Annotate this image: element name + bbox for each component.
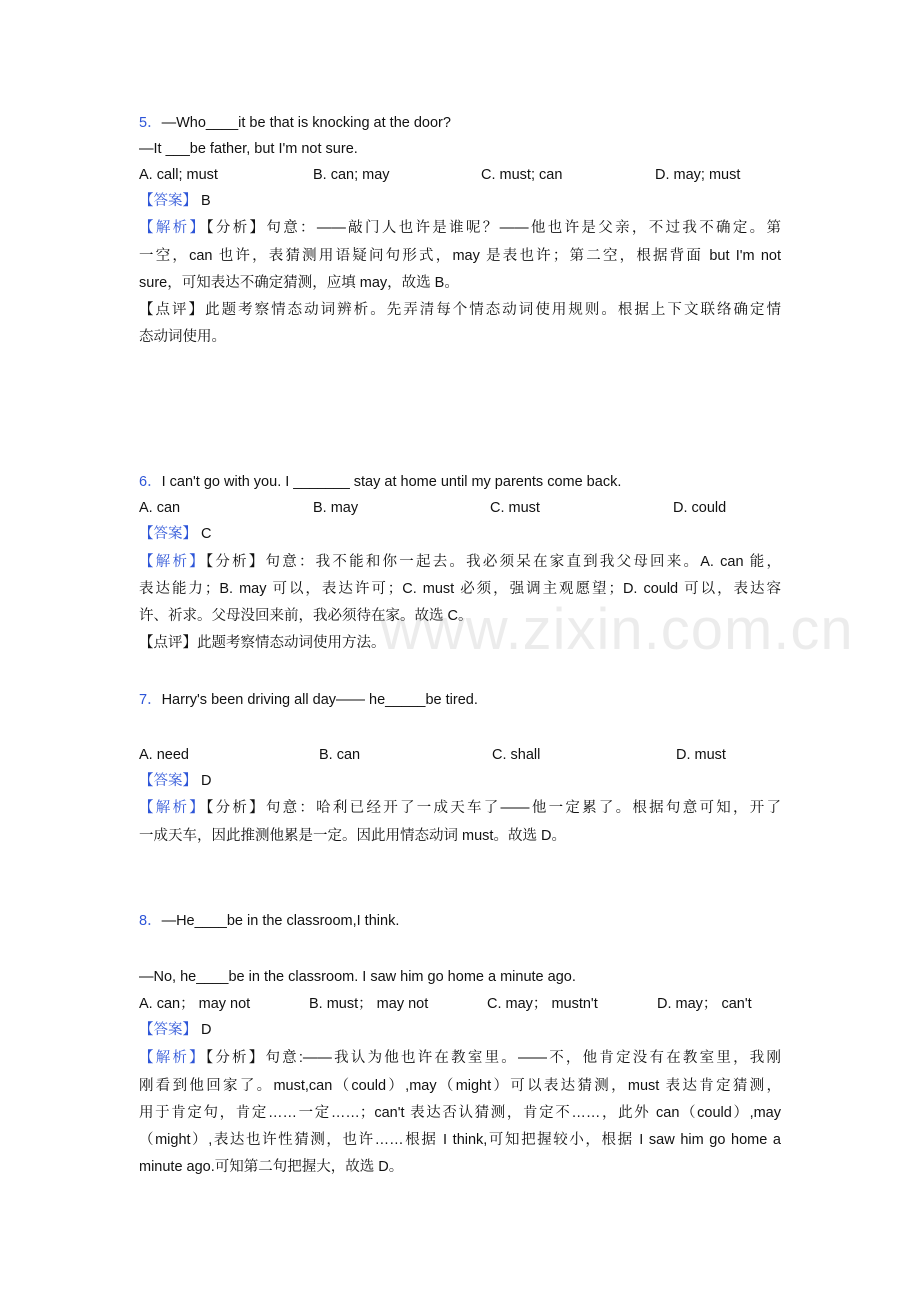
comment-label: 【点评】 <box>139 635 197 651</box>
answer-line <box>139 191 781 211</box>
analysis-line: 许、祈求。父母没回来前，我必须待在家。故选 C。 <box>139 608 473 624</box>
answer-line <box>139 524 781 544</box>
stem-line: —Who____it be that is knocking at the door? <box>161 115 451 131</box>
question-number: 5． <box>139 115 162 131</box>
comment-line <box>139 300 781 320</box>
answer-value: B <box>201 193 211 209</box>
analysis-line: （might）,表达也许性猜测，也许……根据 I think,可知把握较小，根据 I saw him go home a <box>139 1132 781 1148</box>
answer-value: C <box>201 526 212 542</box>
comment-label: 【点评】 <box>139 302 206 318</box>
stem-line: —No, he____be in the classroom. I saw him go home a minute ago. <box>139 969 576 985</box>
analysis-line <box>139 1048 781 1068</box>
analysis-label: 【解析】 <box>139 800 207 816</box>
option-c: C. must; can <box>481 167 563 183</box>
answer-value: D <box>201 1022 212 1038</box>
question-number: 8． <box>139 913 162 929</box>
option-d: D. could <box>673 500 727 516</box>
comment-line: 态动词使用。 <box>139 329 226 345</box>
analysis-text: 【分析】句意:——我认为他也许在教室里。——不，他肯定没有在教室里，我刚 <box>205 1050 781 1066</box>
answer-value: D <box>201 773 212 789</box>
comment-text: 此题考察情态动词使用方法。 <box>197 635 386 651</box>
analysis-line: 用于肯定句，肯定……一定……；can't 表达否认猜测，肯定不……，此外 can（could）,may <box>139 1105 781 1121</box>
option-a: A. can； may not <box>139 996 251 1012</box>
stem-line: —He____be in the classroom,I think. <box>161 913 400 929</box>
answer-label: 【答案】 <box>139 1022 197 1038</box>
analysis-text: 【分析】句意：我不能和你一起去。我必须呆在家直到我父母回来。A. can 能， <box>205 554 781 570</box>
answer-line <box>139 771 781 791</box>
comment-text: 此题考察情态动词辨析。先弄清每个情态动词使用规则。根据上下文联络确定情 <box>205 302 781 318</box>
analysis-line: 表达能力；B. may 可以，表达许可；C. must 必须，强调主观愿望；D. could 可以，表达容 <box>139 581 781 597</box>
answer-line <box>139 1020 781 1040</box>
option-a: A. can <box>139 500 181 516</box>
analysis-line: 刚看到他回家了。must,can（could）,may（might）可以表达猜测，must 表达肯定猜测， <box>139 1078 781 1094</box>
option-d: D. may; must <box>655 167 741 183</box>
option-d: D. must <box>676 747 726 763</box>
option-c: C. must <box>490 500 540 516</box>
analysis-line <box>139 798 781 818</box>
option-b: B. may <box>313 500 359 516</box>
option-c: C. may； mustn't <box>487 996 598 1012</box>
analysis-label: 【解析】 <box>139 554 206 570</box>
analysis-label: 【解析】 <box>139 220 207 236</box>
option-a: A. call; must <box>139 167 218 183</box>
option-d: D. may； can't <box>657 996 752 1012</box>
question-number: 6． <box>139 474 162 490</box>
analysis-line <box>139 218 781 238</box>
analysis-line: 一成天车，因此推测他累是一定。因此用情态动词 must。故选 D。 <box>139 828 566 844</box>
analysis-line: 一空，can 也许，表猜测用语疑问句形式，may 是表也许；第二空，根据背面 but I'm not <box>139 248 781 264</box>
comment-line <box>139 633 781 653</box>
answer-label: 【答案】 <box>139 193 197 209</box>
analysis-line: sure，可知表达不确定猜测，应填 may，故选 B。 <box>139 275 459 291</box>
question-stem <box>139 911 781 931</box>
stem-line: I can't go with you. I _______ stay at home until my parents come back. <box>161 474 622 490</box>
option-b: B. can <box>319 747 361 763</box>
option-c: C. shall <box>492 747 541 763</box>
watermark: www.zixin.com.cn <box>380 597 854 662</box>
question-stem <box>139 472 781 492</box>
analysis-text: 【分析】句意：——敲门人也许是谁呢？——他也许是父亲，不过我不确定。第 <box>206 220 781 236</box>
analysis-text: 【分析】句意：哈利已经开了一成天车了——他一定累了。根据句意可知，开了 <box>206 800 781 816</box>
analysis-label: 【解析】 <box>139 1050 206 1066</box>
analysis-line <box>139 552 781 572</box>
question-stem <box>139 113 781 133</box>
analysis-line: minute ago.可知第二句把握大，故选 D。 <box>139 1159 404 1175</box>
stem-line: Harry's been driving all day—— he_____be tired. <box>161 692 478 708</box>
answer-label: 【答案】 <box>139 526 197 542</box>
option-b: B. must； may not <box>309 996 429 1012</box>
stem-line: —It ___be father, but I'm not sure. <box>139 141 358 157</box>
option-a: A. need <box>139 747 189 763</box>
option-b: B. can; may <box>313 167 390 183</box>
answer-label: 【答案】 <box>139 773 197 789</box>
question-number: 7． <box>139 692 162 708</box>
question-stem <box>139 690 781 710</box>
